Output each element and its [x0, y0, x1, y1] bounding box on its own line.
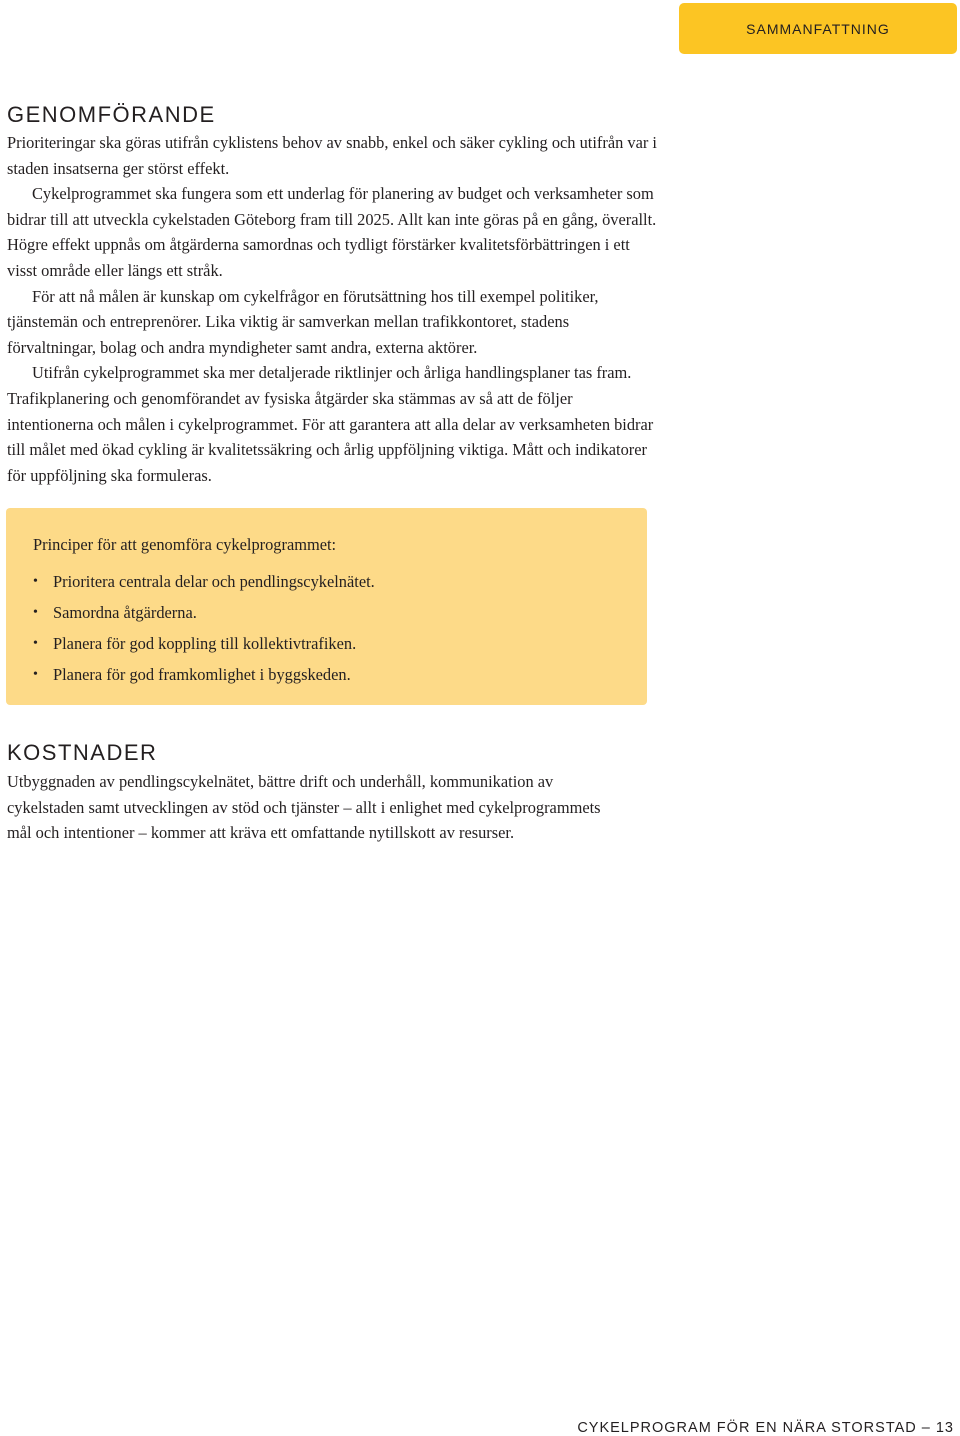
bullet-icon: •: [33, 667, 38, 682]
section-tab: SAMMANFATTNING: [679, 3, 957, 54]
bullet-icon: •: [33, 636, 38, 651]
list-item: [33, 628, 375, 659]
list-item: [33, 597, 375, 628]
paragraph: Utifrån cykelprogrammet ska mer detaljerade riktlinjer och årliga handlingsplaner tas fram. Trafikplanering och genomförandet av fysiska åtgärder ska stämmas av så att de följer intentionerna och målen i cykelprogrammet. För att garantera att alla delar av verksamheten bidrar till målet med ökad cykling är kvalitetssäkring och årlig uppföljning viktiga. Mått och indikatorer för uppföljning ska formuleras.: [7, 363, 654, 485]
list-item-text: Samordna åtgärderna.: [53, 603, 197, 622]
list-item: [33, 566, 375, 597]
paragraph: För att nå målen är kunskap om cykelfrågor en förutsättning hos till exempel politiker, tjänstemän och entreprenörer. Lika viktig är samverkan mellan trafikkontoret, stadens förvaltningar, bolag och andra myndigheter samt andra, externa aktörer.: [7, 286, 599, 357]
bullet-icon: •: [33, 605, 38, 620]
section-heading-genomforande: GENOMFÖRANDE: [7, 102, 216, 127]
principles-callout-box: [6, 508, 647, 705]
list-item-text: Planera för god framkomlighet i byggskeden.: [53, 665, 351, 684]
paragraph: Prioriteringar ska göras utifrån cyklistens behov av snabb, enkel och säker cykling och utifrån var i staden insatserna ger störst effekt.: [7, 133, 657, 178]
list-item: [33, 659, 375, 690]
principles-list: [33, 566, 375, 690]
bullet-icon: •: [33, 574, 38, 589]
genomforande-body: [7, 130, 657, 488]
principles-title: Principer för att genomföra cykelprogrammet:: [33, 535, 337, 554]
list-item-text: Prioritera centrala delar och pendlingscykelnätet.: [53, 572, 375, 591]
paragraph: Utbyggnaden av pendlingscykelnätet, bättre drift och underhåll, kommunikation av cykelstaden samt utvecklingen av stöd och tjänster – allt i enlighet med cykelprogrammets mål och intentioner – kommer att kräva ett omfattande nytillskott av resurser.: [7, 772, 601, 843]
paragraph: Cykelprogrammet ska fungera som ett underlag för planering av budget och verksamheter som bidrar till att utveckla cykelstaden Göteborg fram till 2025. Allt kan inte göras på en gång, överallt. Högre effekt uppnås om åtgärderna samordnas och tydligt förstärker kvalitetsförbättringen i ett visst område eller längs ett stråk.: [7, 184, 657, 280]
kostnader-body: [7, 769, 627, 846]
section-heading-kostnader: KOSTNADER: [7, 740, 158, 765]
page-footer: CYKELPROGRAM FÖR EN NÄRA STORSTAD – 13: [577, 1420, 954, 1436]
list-item-text: Planera för god koppling till kollektivtrafiken.: [53, 634, 357, 653]
